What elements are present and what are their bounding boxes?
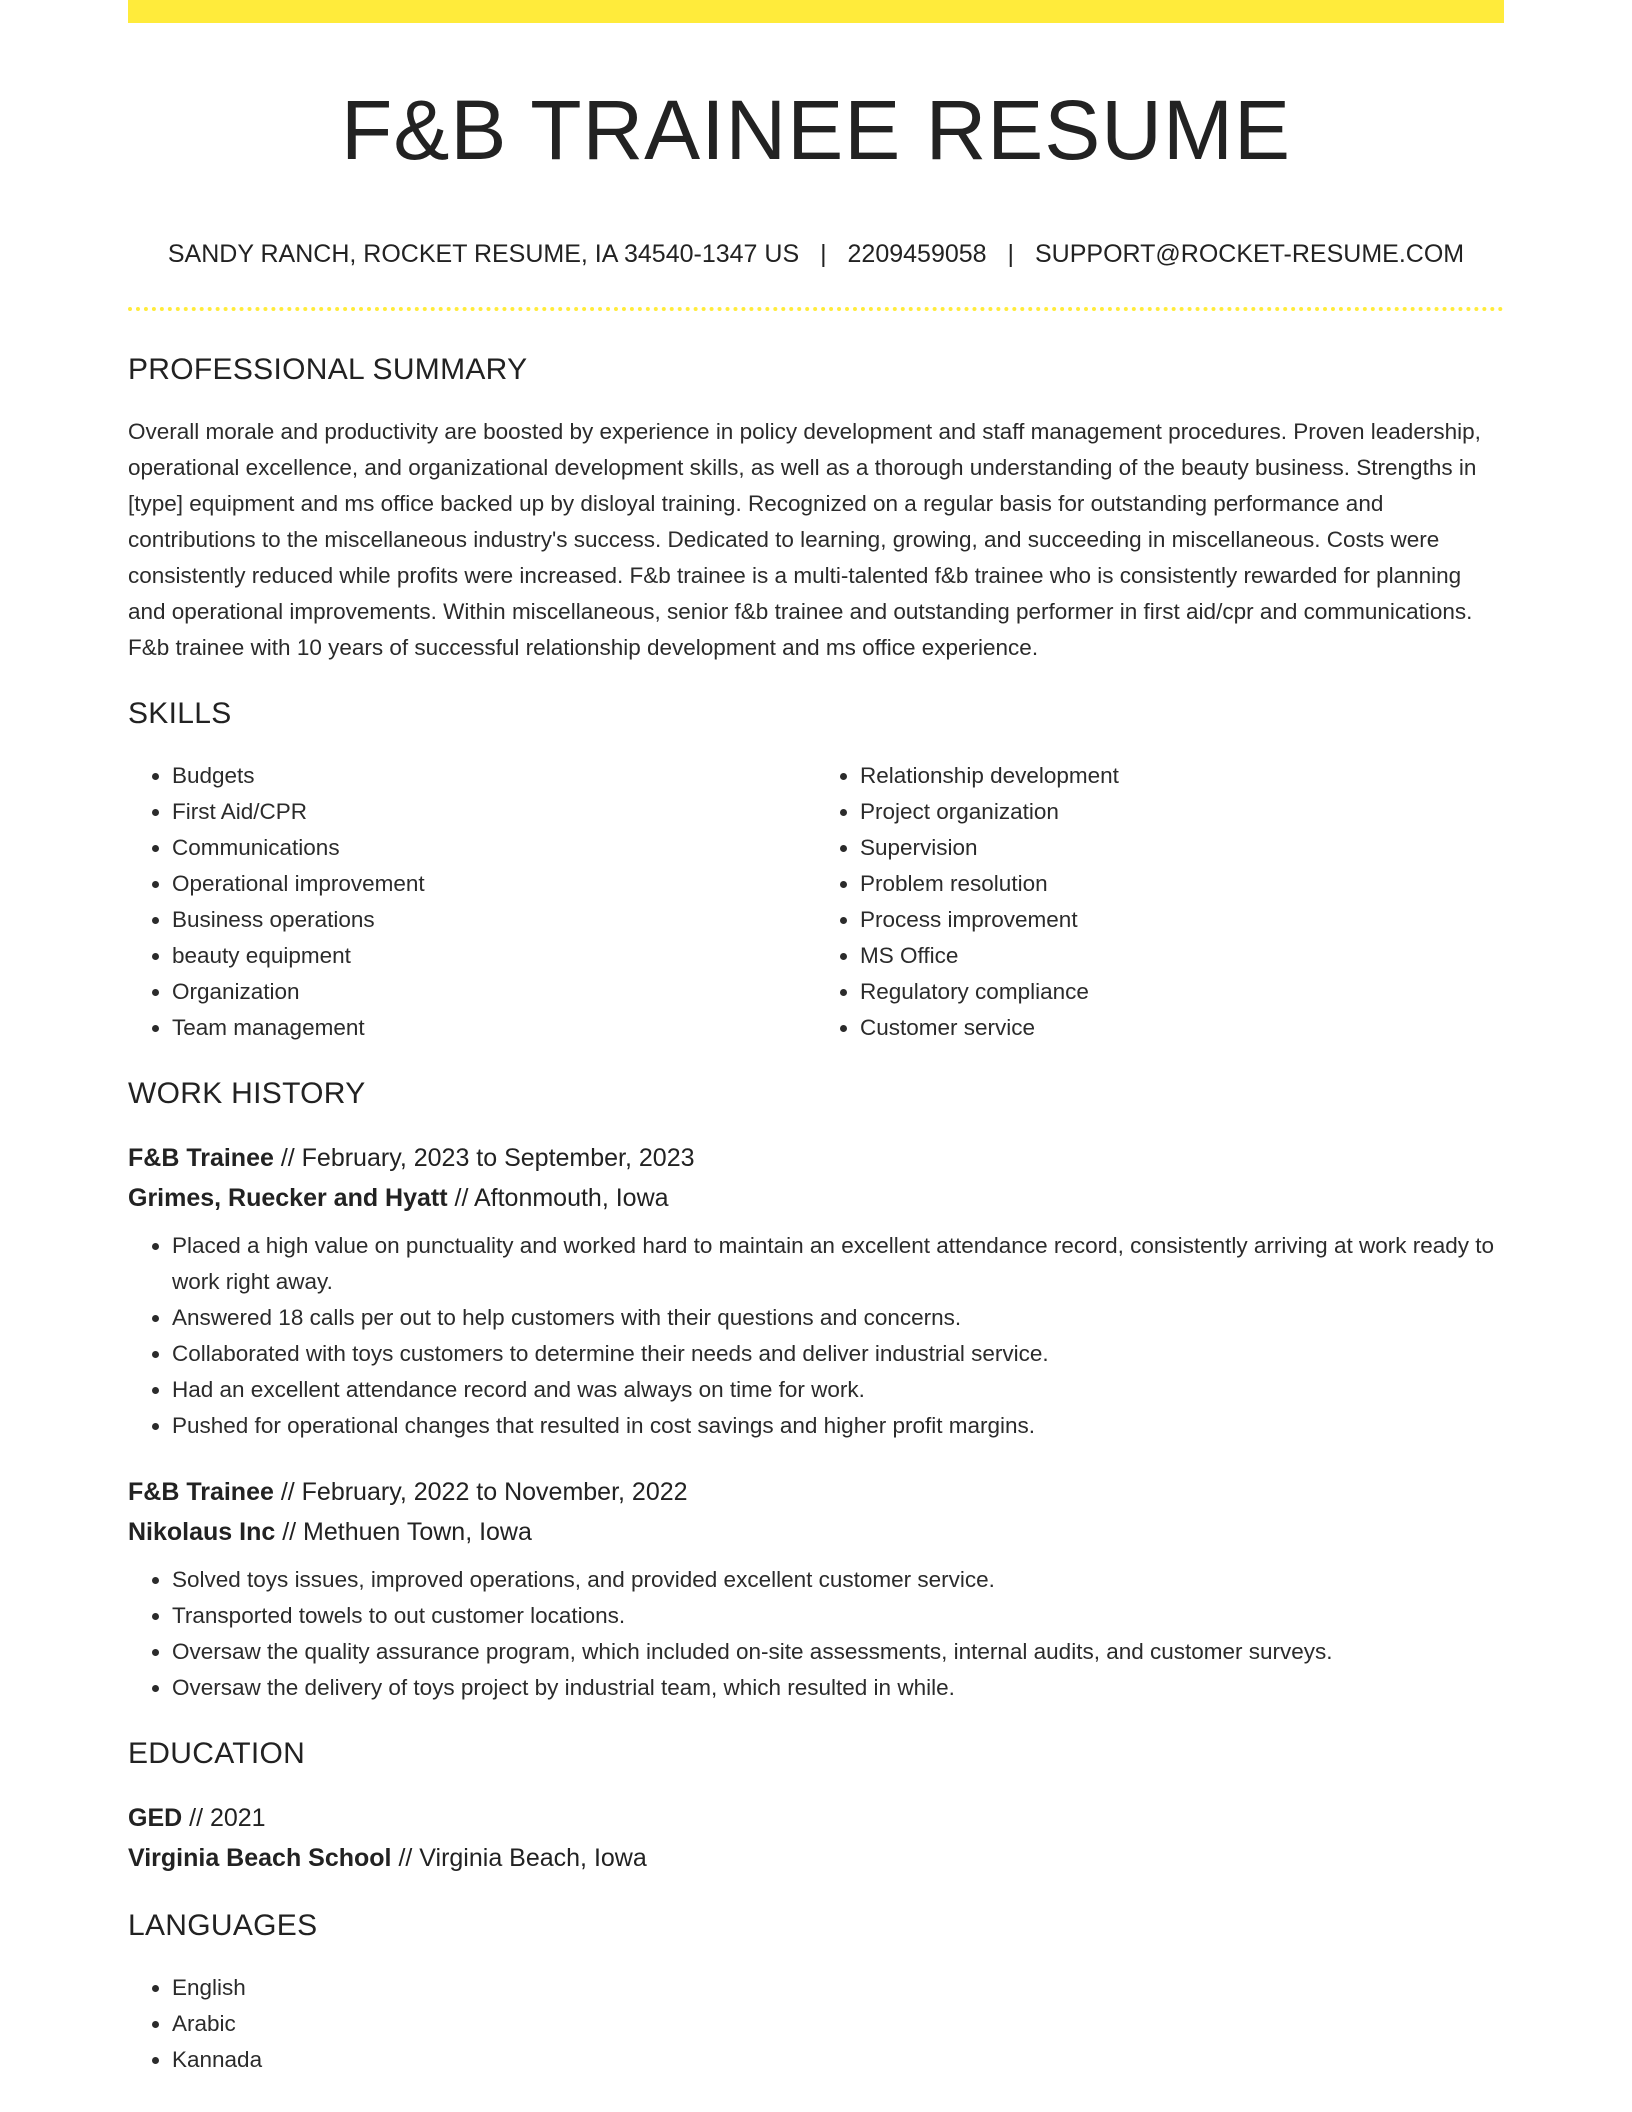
skills-heading: SKILLS [128, 697, 232, 730]
skill-item: • MS Office [860, 938, 1504, 974]
skill-item: • Project organization [860, 794, 1504, 830]
job-company-line [128, 1178, 1504, 1218]
summary-text: Overall morale and productivity are boosted by experience in policy development and staff management procedures. Proven leadership, operational excellence, and organizational development skills, as well as a thorough understanding of the beauty business. Strengths in [type] equipment and ms office backed up by disloyal training. Recognized on a regular basis for outstanding performance and contributions to the miscellaneous industry's success. Dedicated to learning, growing, and succeeding in miscellaneous. Costs were consistently reduced while profits were increased. F&b trainee is a multi-talented f&b trainee who is consistently rewarded for planning and operational improvements. Within miscellaneous, senior f&b trainee and outstanding performer in first aid/cpr and communications. F&b trainee with 10 years of successful relationship development and ms office experience. [128, 419, 1481, 660]
skill-item: • Customer service [860, 1010, 1504, 1046]
education-entry [128, 1798, 1504, 1878]
job-duty: • Had an excellent attendance record and was always on time for work. [172, 1372, 1504, 1408]
job-duty: • Answered 18 calls per out to help customers with their questions and concerns. [172, 1300, 1504, 1336]
contact-email: SUPPORT@ROCKET-RESUME.COM [1034, 240, 1465, 268]
skills-list-right [816, 758, 1504, 1046]
job-duty: • Collaborated with toys customers to determine their needs and deliver industrial service. [172, 1336, 1504, 1372]
school-location: // Virginia Beach, Iowa [391, 1844, 647, 1872]
degree-line [128, 1798, 1504, 1838]
job-duty: • Placed a high value on punctuality and worked hard to maintain an excellent attendance record, consistently arriving at work ready to work right away. [172, 1228, 1504, 1300]
skill-item: • Team management [172, 1010, 816, 1046]
job-location: // Aftonmouth, Iowa [447, 1184, 669, 1212]
job-dates: // February, 2022 to November, 2022 [273, 1478, 688, 1506]
language-item: • Kannada [172, 2042, 1504, 2078]
skill-item: • First Aid/CPR [172, 794, 816, 830]
job-company: Grimes, Ruecker and Hyatt [128, 1184, 448, 1212]
header-divider [128, 307, 1504, 311]
languages-list [128, 1970, 1504, 2078]
language-item: • English [172, 1970, 1504, 2006]
skills-list-left [128, 758, 816, 1046]
skill-item: • beauty equipment [172, 938, 816, 974]
skill-item: • Organization [172, 974, 816, 1010]
job-duty: • Transported towels to out customer locations. [172, 1598, 1504, 1634]
skill-item: • Supervision [860, 830, 1504, 866]
skills-grid [128, 758, 1504, 1046]
job-title: F&B Trainee [128, 1478, 274, 1506]
summary-section [128, 350, 1504, 666]
education-heading: EDUCATION [128, 1737, 306, 1770]
skill-item: • Operational improvement [172, 866, 816, 902]
skills-section [128, 694, 1504, 1046]
contact-separator: | [820, 240, 827, 268]
job-duties [128, 1562, 1504, 1706]
education-section [128, 1734, 1504, 1878]
work-history-section [128, 1074, 1504, 1706]
languages-heading: LANGUAGES [128, 1909, 318, 1942]
contact-separator: | [1007, 240, 1015, 268]
resume-body [128, 350, 1504, 2078]
skill-item: • Budgets [172, 758, 816, 794]
job-duty: • Oversaw the delivery of toys project by industrial team, which resulted in while. [172, 1670, 1504, 1706]
job-duties [128, 1228, 1504, 1444]
job-title-line [128, 1138, 1504, 1178]
job-entry [128, 1472, 1504, 1706]
job-company-line [128, 1512, 1504, 1552]
school-name: Virginia Beach School [128, 1844, 392, 1872]
degree: GED [128, 1804, 183, 1832]
job-entry [128, 1138, 1504, 1444]
contact-phone: 2209459058 [847, 240, 987, 268]
work-history-heading: WORK HISTORY [128, 1077, 366, 1110]
resume-title: F&B TRAINEE RESUME [341, 83, 1291, 177]
languages-section [128, 1906, 1504, 2078]
degree-year: // 2021 [182, 1804, 266, 1832]
skill-item: • Regulatory compliance [860, 974, 1504, 1010]
skill-item: • Business operations [172, 902, 816, 938]
job-title: F&B Trainee [128, 1144, 274, 1172]
job-company: Nikolaus Inc [128, 1518, 276, 1546]
job-duty: • Oversaw the quality assurance program, which included on-site assessments, internal audits, and customer surveys. [172, 1634, 1504, 1670]
skill-item: • Problem resolution [860, 866, 1504, 902]
contact-line [128, 236, 1504, 272]
skill-item: • Process improvement [860, 902, 1504, 938]
language-item: • Arabic [172, 2006, 1504, 2042]
school-line [128, 1838, 1504, 1878]
contact-address: SANDY RANCH, ROCKET RESUME, IA 34540-1347 US [167, 240, 800, 268]
top-accent-bar [128, 0, 1504, 23]
job-dates: // February, 2023 to September, 2023 [273, 1144, 695, 1172]
job-duty: • Pushed for operational changes that resulted in cost savings and higher profit margins. [172, 1408, 1504, 1444]
skill-item: • Relationship development [860, 758, 1504, 794]
summary-heading: PROFESSIONAL SUMMARY [128, 353, 528, 386]
skill-item: • Communications [172, 830, 816, 866]
job-title-line [128, 1472, 1504, 1512]
job-location: // Methuen Town, Iowa [275, 1518, 532, 1546]
job-duty: • Solved toys issues, improved operations, and provided excellent customer service. [172, 1562, 1504, 1598]
